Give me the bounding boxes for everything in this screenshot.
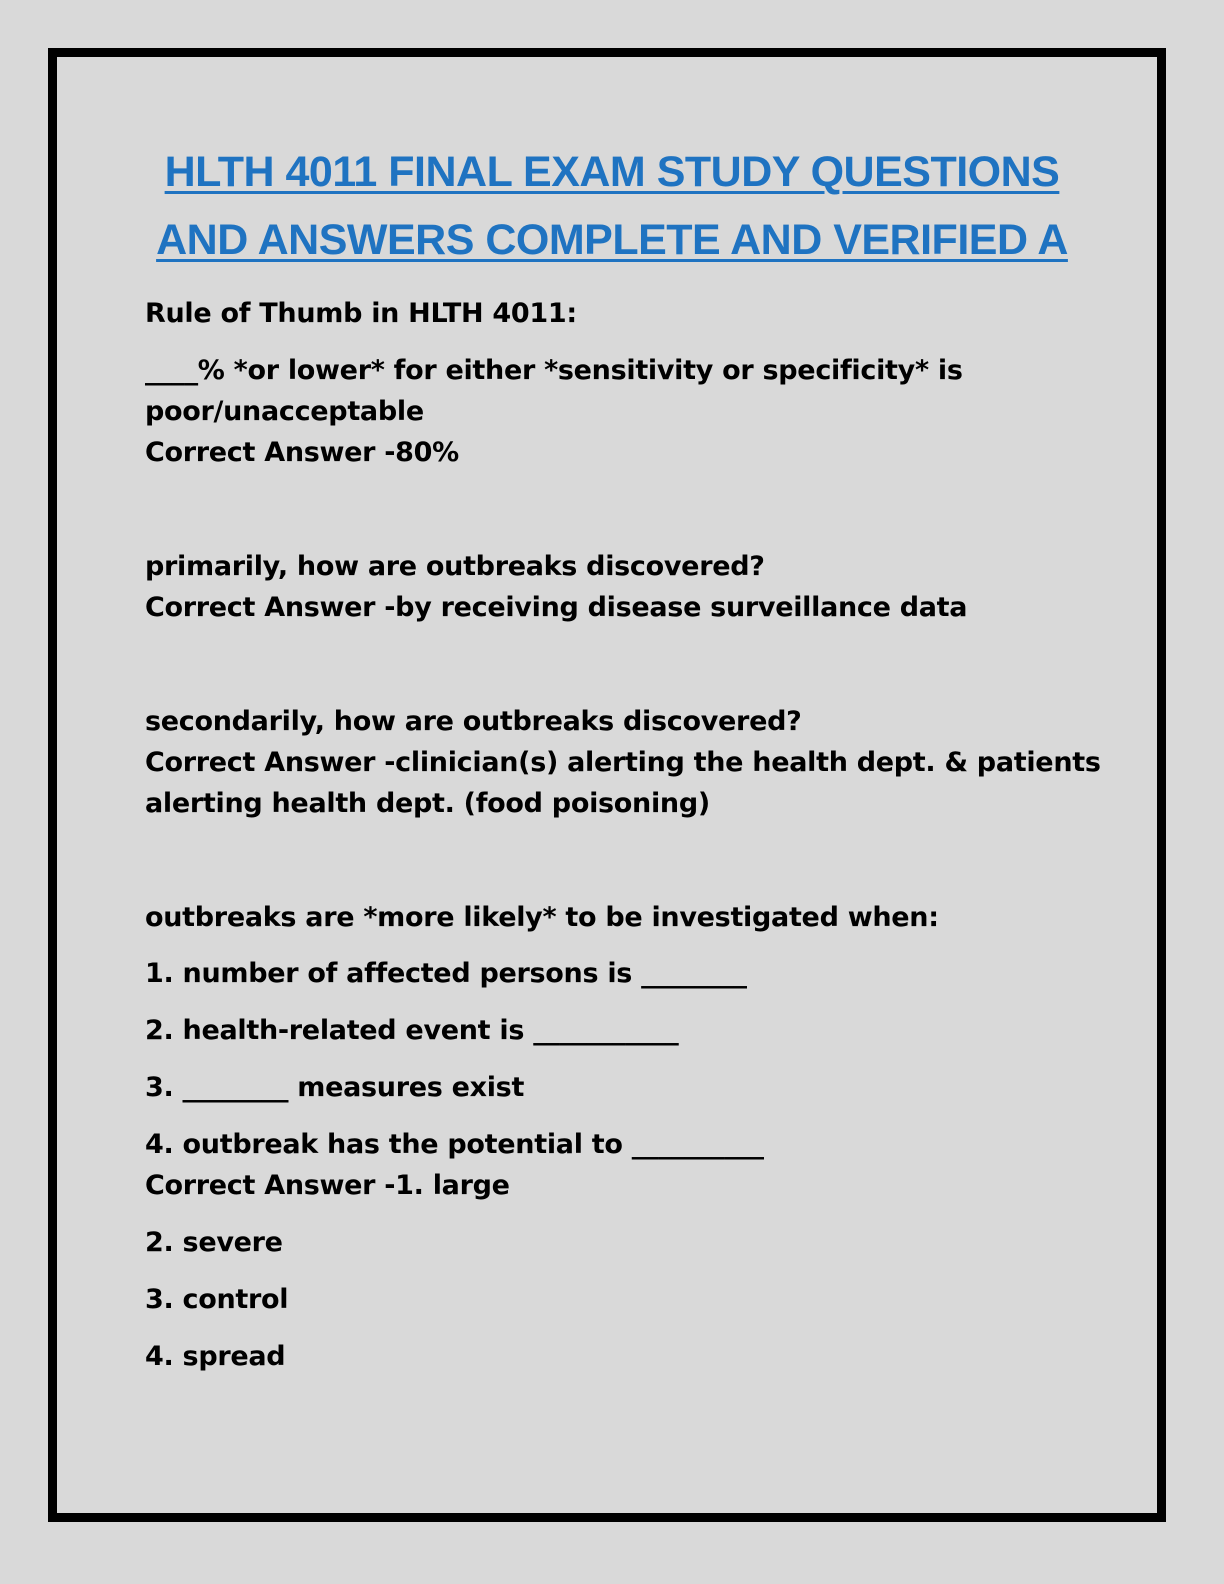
- document-title-line-2: AND ANSWERS COMPLETE AND VERIFIED A: [156, 216, 1068, 264]
- answer-text: Correct Answer -80%: [145, 437, 459, 468]
- question-item: 3. ________ measures exist: [145, 1072, 525, 1103]
- answer-item: 3. control: [145, 1284, 289, 1315]
- question-text: outbreaks are *more likely* to be investigated when:: [145, 902, 939, 933]
- question-text: secondarily, how are outbreaks discovered?: [145, 706, 802, 737]
- answer-item: 4. spread: [145, 1341, 286, 1372]
- question-item: 4. outbreak has the potential to __________: [145, 1129, 764, 1160]
- document-title-line-1: HLTH 4011 FINAL EXAM STUDY QUESTIONS: [164, 148, 1060, 196]
- section-heading: Rule of Thumb in HLTH 4011:: [145, 298, 577, 329]
- question-text: ____% *or lower* for either *sensitivity or specificity* is: [145, 355, 963, 386]
- question-item: 1. number of affected persons is ________: [145, 958, 747, 989]
- answer-text: Correct Answer -clinician(s) alerting the health dept. & patients: [145, 747, 1101, 778]
- question-text: primarily, how are outbreaks discovered?: [145, 551, 765, 582]
- question-text: poor/unacceptable: [145, 396, 424, 427]
- answer-text: alerting health dept. (food poisoning): [145, 788, 710, 819]
- answer-item: 2. severe: [145, 1227, 283, 1258]
- answer-text: Correct Answer -by receiving disease surveillance data: [145, 592, 968, 623]
- answer-text: Correct Answer -1. large: [145, 1170, 510, 1201]
- question-item: 2. health-related event is ___________: [145, 1015, 679, 1046]
